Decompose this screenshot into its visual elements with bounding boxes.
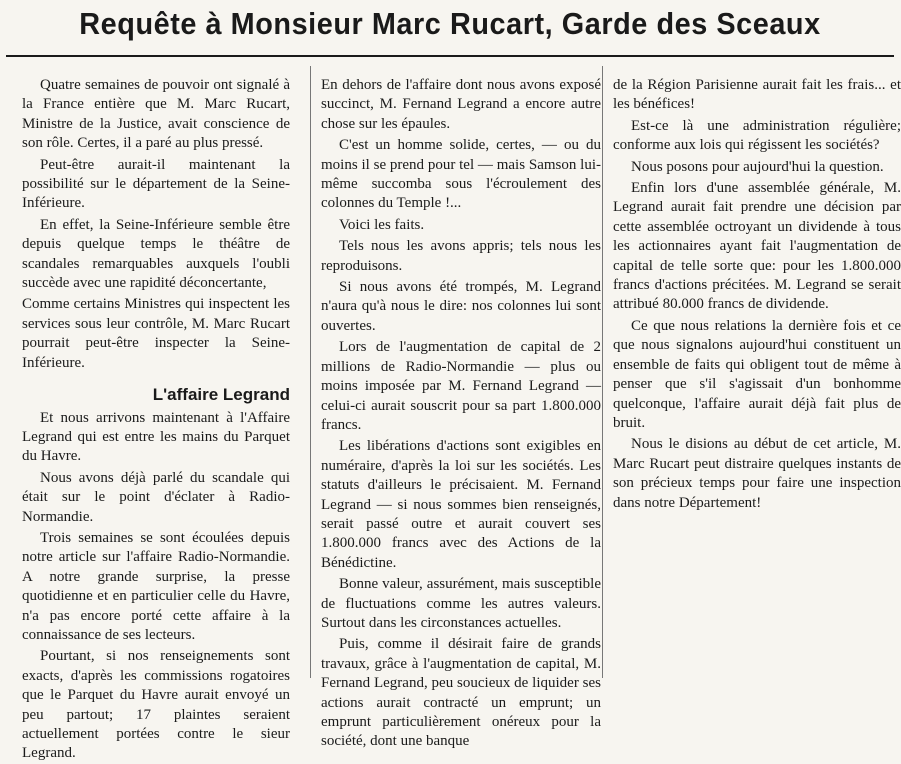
paragraph: Nous avons déjà parlé du scandale qui était sur le point d'éclater à Radio-Normandie. [22, 469, 290, 525]
paragraph: Lors de l'augmentation de capital de 2 millions de Radio-Normandie — plus ou moins imposée par M. Fernand Legrand — celui-ci aurait souscrit pour sa part 1.800.000 francs. [321, 339, 601, 433]
column-1 [22, 76, 290, 762]
paragraph: Tels nous les avons appris; tels nous les reproduisons. [321, 238, 601, 274]
paragraph: Ce que nous relations la dernière fois et ce que nous signalons aujourd'hui constituent un ensemble de faits qui obligent tout de même à penser que s'il s'agissait d'un bonhomme quelconque, l'affaire aurait déjà fait plus de bruit. [613, 317, 901, 431]
column-3 [602, 66, 901, 678]
paragraph: Trois semaines se sont écoulées depuis notre article sur l'affaire Radio-Normandie. A notre grande surprise, la presse quotidienne et en particulier celle du Havre, n'a pas encore porté cette affaire à la connaissance de ses lecteurs. [22, 529, 290, 643]
paragraph: Et nous arrivons maintenant à l'Affaire Legrand qui est entre les mains du Parquet du Havre. [22, 409, 290, 465]
paragraph: En effet, la Seine-Inférieure semble être depuis quelque temps le théâtre de scandales remarquables auxquels l'oubli succède avec une rapidité déconcertante, [22, 216, 290, 292]
article-headline: Requête à Monsieur Marc Rucart, Garde des Sceaux [79, 6, 821, 41]
paragraph: Quatre semaines de pouvoir ont signalé à la France entière que M. Marc Rucart, Ministre de la Justice, avait conscience de son rôle. Certes, il a paré au plus pressé. [22, 77, 290, 152]
paragraph: Si nous avons été trompés, M. Legrand n'aura qu'à nous le dire: nos colonnes lui sont ouvertes. [321, 279, 601, 334]
paragraph: Nous le disions au début de cet article, M. Marc Rucart peut distraire quelques instants de son précieux temps pour faire une inspection dans notre Département! [613, 436, 901, 511]
paragraph: Pourtant, si nos renseignements sont exacts, d'après les commissions rogatoires que le Parquet du Havre aurait envoyé un peu partout; 17 plaintes seraient actuellement portées contre le sieur Legrand. [22, 648, 290, 762]
paragraph: Les libérations d'actions sont exigibles en numéraire, d'après la loi sur les sociétés. Les statuts d'ailleurs le précisaient. M. Fernand Legrand — si nous sommes bien renseignés, serait passé outre et aurait couvert ses 1.800.000 francs avec des Actions de la Bénédictine. [321, 438, 601, 571]
paragraph: Nous posons pour aujourd'hui la question. [631, 158, 884, 175]
paragraph: Bonne valeur, assurément, mais susceptible de fluctuations comme les autres valeurs. Surtout dans les circonstances actuelles. [321, 576, 601, 631]
paragraph: C'est un homme solide, certes, — ou du moins il se prend pour tel — mais Samson lui-même succomba sous l'écroulement des colonnes du Temple !... [321, 137, 601, 212]
paragraph: Comme certains Ministres qui inspectent les services sous leur contrôle, M. Marc Rucart pourrait peut-être inspecter la Seine-Inférieure. [22, 296, 290, 371]
headline-rule [6, 55, 894, 57]
paragraph: Puis, comme il désirait faire de grands travaux, grâce à l'augmentation de capital, M. Fernand Legrand, peu soucieux de liquider ses actions aurait contracté un emprunt; un emprunt particulièrement onéreux pour la société, dont une banque [321, 636, 601, 750]
paragraph: En dehors de l'affaire dont nous avons exposé succinct, M. Fernand Legrand a encore autre chose sur les épaules. [321, 77, 601, 132]
paragraph: de la Région Parisienne aurait fait les frais... et les bénéfices! [613, 77, 901, 113]
section-subheading: L'affaire Legrand [152, 385, 290, 405]
column-2 [310, 66, 601, 750]
paragraph: Enfin lors d'une assemblée générale, M. Legrand aurait fait prendre une décision par cette assemblée octroyant un dividende à tous les actionnaires ayant fait l'augmentation de capital de telle sorte que: pour les 1.800.000 francs d'actions précitées. M. Legrand se serait attribué 80.000 francs de dividende. [613, 180, 901, 313]
paragraph: Voici les faits. [339, 216, 425, 233]
paragraph: Peut-être aurait-il maintenant la possibilité sur le département de la Seine-Inférieure. [22, 156, 290, 212]
paragraph: Est-ce là une administration régulière; conforme aux lois qui régissent les sociétés? [613, 117, 901, 154]
